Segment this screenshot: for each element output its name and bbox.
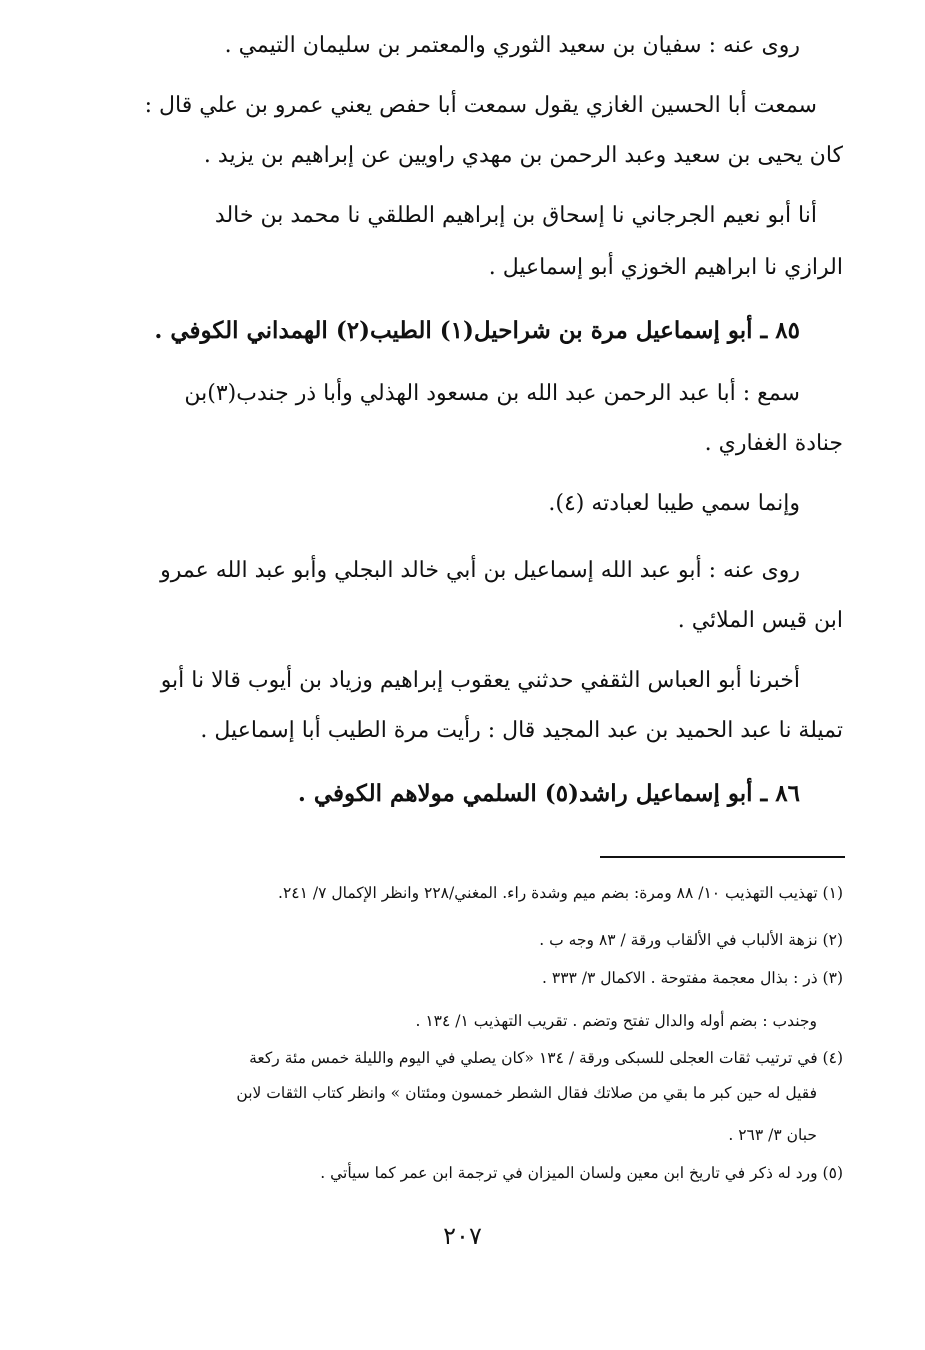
body-line-8: جنادة الغفاري . (704, 431, 843, 456)
body-line-13: تميلة نا عبد الحميد بن عبد المجيد قال : رأيت مرة الطيب أبا إسماعيل . (200, 718, 843, 743)
body-line-12: أخبرنا أبو العباس الثقفي حدثني يعقوب إبراهيم وزياد بن أيوب قالا نا أبو (160, 668, 800, 693)
body-line-7: سمع : أبا عبد الرحمن عبد الله بن مسعود الهذلي وأبا ذر جندب(٣)بن (184, 381, 800, 406)
footnote-3: (٣) ذر : بذال معجمة مفتوحة . الاكمال ٣/ ٣٣٣ . (542, 969, 843, 987)
footnote-2: (٢) نزهة الألباب في الألقاب ورقة / ٨٣ وجه ب . (539, 931, 843, 949)
entry-85-heading: ٨٥ ـ أبو إسماعيل مرة بن شراحيل(١) الطيب(٢) الهمداني الكوفي . (154, 317, 800, 344)
footnote-5: (٥) ورد له ذكر في تاريخ ابن معين ولسان الميزان في ترجمة ابن عمر كما سيأتي . (320, 1164, 843, 1182)
footnote-4-line-3: حبان ٣/ ٢٦٣ . (728, 1126, 817, 1144)
body-line-10: روى عنه : أبو عبد الله إسماعيل بن أبي خالد البجلي وأبو عبد الله عمرو (160, 558, 800, 583)
footnote-4-line-2: فقيل له حين كبر ما بقي من صلاتك فقال الشطر خمسون ومئتان » وانظر كتاب الثقات لابن (236, 1084, 817, 1102)
footnote-3-continued: وجندب : بضم أوله والدال تفتح وتضم . تقريب التهذيب ١/ ١٣٤ . (415, 1012, 817, 1030)
body-line-1: روى عنه : سفيان بن سعيد الثوري والمعتمر بن سليمان التيمي . (224, 33, 800, 58)
footnote-4-line-1: (٤) في ترتيب ثقات العجلى للسبكى ورقة / ١٣٤ «كان يصلي في اليوم والليلة خمس مئة ركعة (249, 1049, 843, 1067)
body-line-5: الرازي نا ابراهيم الخوزي أبو إسماعيل . (488, 255, 843, 280)
footnote-1: (١) تهذيب التهذيب ١٠/ ٨٨ ومرة: بضم ميم وشدة راء. المغني/٢٢٨ وانظر الإكمال ٧/ ٢٤١. (278, 884, 843, 902)
body-line-3: كان يحيى بن سعيد وعبد الرحمن بن مهدي راويين عن إبراهيم بن يزيد . (203, 143, 843, 168)
page-number: ٢٠٧ (443, 1222, 482, 1250)
body-line-4: أنا أبو نعيم الجرجاني نا إسحاق بن إبراهيم الطلقي نا محمد بن خالد (214, 203, 817, 228)
entry-86-heading: ٨٦ ـ أبو إسماعيل راشد(٥) السلمي مولاهم الكوفي . (297, 780, 800, 807)
body-line-9: وإنما سمي طيبا لعبادته (٤). (548, 491, 800, 516)
footnote-separator (600, 856, 845, 858)
body-line-2: سمعت أبا الحسين الغازي يقول سمعت أبا حفص يعني عمرو بن علي قال : (144, 93, 817, 118)
body-line-11: ابن قيس الملائي . (677, 608, 843, 633)
